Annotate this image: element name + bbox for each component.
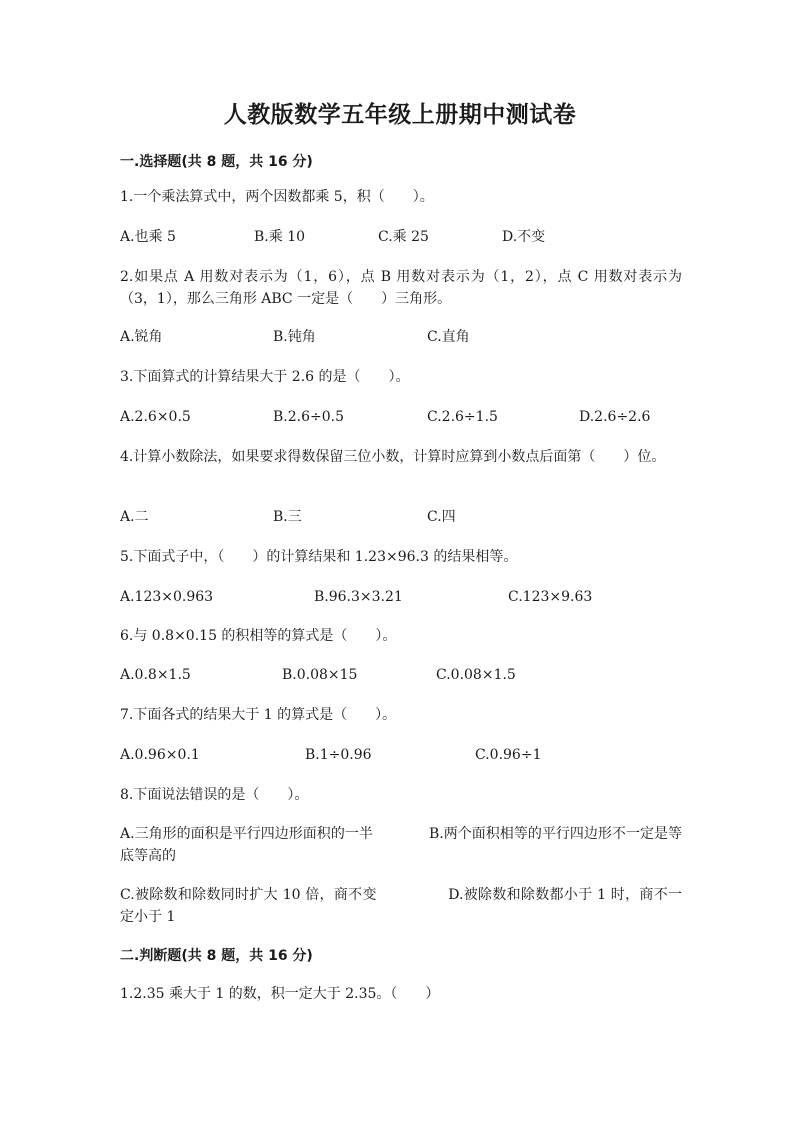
option-c: C.四 [427,509,456,525]
option-c: C.乘 25 [378,229,429,245]
option-a: A.2.6×0.5 [120,409,191,425]
question-2-options [120,326,680,348]
option-a: A.0.96×0.1 [120,747,200,763]
question-4-options [120,506,680,528]
question-7-options [120,744,680,766]
option-a: A.0.8×1.5 [120,667,191,683]
option-a: A.123×0.963 [120,589,214,605]
option-c: C.0.08×1.5 [436,667,516,683]
option-c: C.0.96÷1 [475,747,542,763]
option-c: C.2.6÷1.5 [427,409,498,425]
question-8-options-cd: C.被除数和除数同时扩大 10 倍，商不变 D.被除数和除数都小于 1 时，商不一定小于 1 [120,887,682,925]
question-5: 5.下面式子中，（ ）的计算结果和 1.23×96.3 的结果相等。 [120,549,518,565]
question-7: 7.下面各式的结果大于 1 的算式是（ ）。 [120,707,397,723]
question-6: 6.与 0.8×0.15 的积相等的算式是（ ）。 [120,628,397,644]
option-d: D.2.6÷2.6 [579,409,651,425]
section-heading-choice: 一.选择题(共 8 题，共 16 分) [120,154,313,170]
option-c: C.123×9.63 [508,589,593,605]
option-b: B.2.6÷0.5 [273,409,344,425]
option-b: B.0.08×15 [282,667,358,683]
question-3-options [120,406,680,428]
option-b: B.三 [273,509,302,525]
option-c: C.直角 [427,329,470,345]
option-b: B.96.3×3.21 [314,589,403,605]
question-8: 8.下面说法错误的是（ ）。 [120,787,309,803]
option-b: B.乘 10 [254,229,306,245]
question-1-options [120,226,680,248]
judgement-question-1: 1.2.35 乘大于 1 的数，积一定大于 2.35。（ ） [120,986,440,1002]
option-a: A.锐角 [120,329,163,345]
question-8-options-ab: A.三角形的面积是平行四边形面积的一半 B.两个面积相等的平行四边形不一定是等底等高的 [120,826,682,864]
option-a: A.也乘 5 [120,229,176,245]
question-1: 1.一个乘法算式中，两个因数都乘 5，积（ ）。 [120,189,434,205]
question-6-options [120,664,680,686]
option-d: D.不变 [502,229,546,245]
option-b: B.钝角 [273,329,316,345]
question-3: 3.下面算式的计算结果大于 2.6 的是（ ）。 [120,369,410,385]
question-2: 2.如果点 A 用数对表示为（1，6），点 B 用数对表示为（1，2），点 C 用数对表示为（3，1），那么三角形 ABC 一定是（ ）三角形。 [120,269,682,307]
option-b: B.1÷0.96 [305,747,372,763]
question-5-options [120,586,680,608]
section-heading-judgement: 二.判断题(共 8 题，共 16 分) [120,948,313,964]
question-4: 4.计算小数除法，如果要求得数保留三位小数，计算时应算到小数点后面第（ ）位。 [120,449,666,465]
page-title: 人教版数学五年级上册期中测试卷 [223,102,577,128]
option-a: A.二 [120,509,149,525]
